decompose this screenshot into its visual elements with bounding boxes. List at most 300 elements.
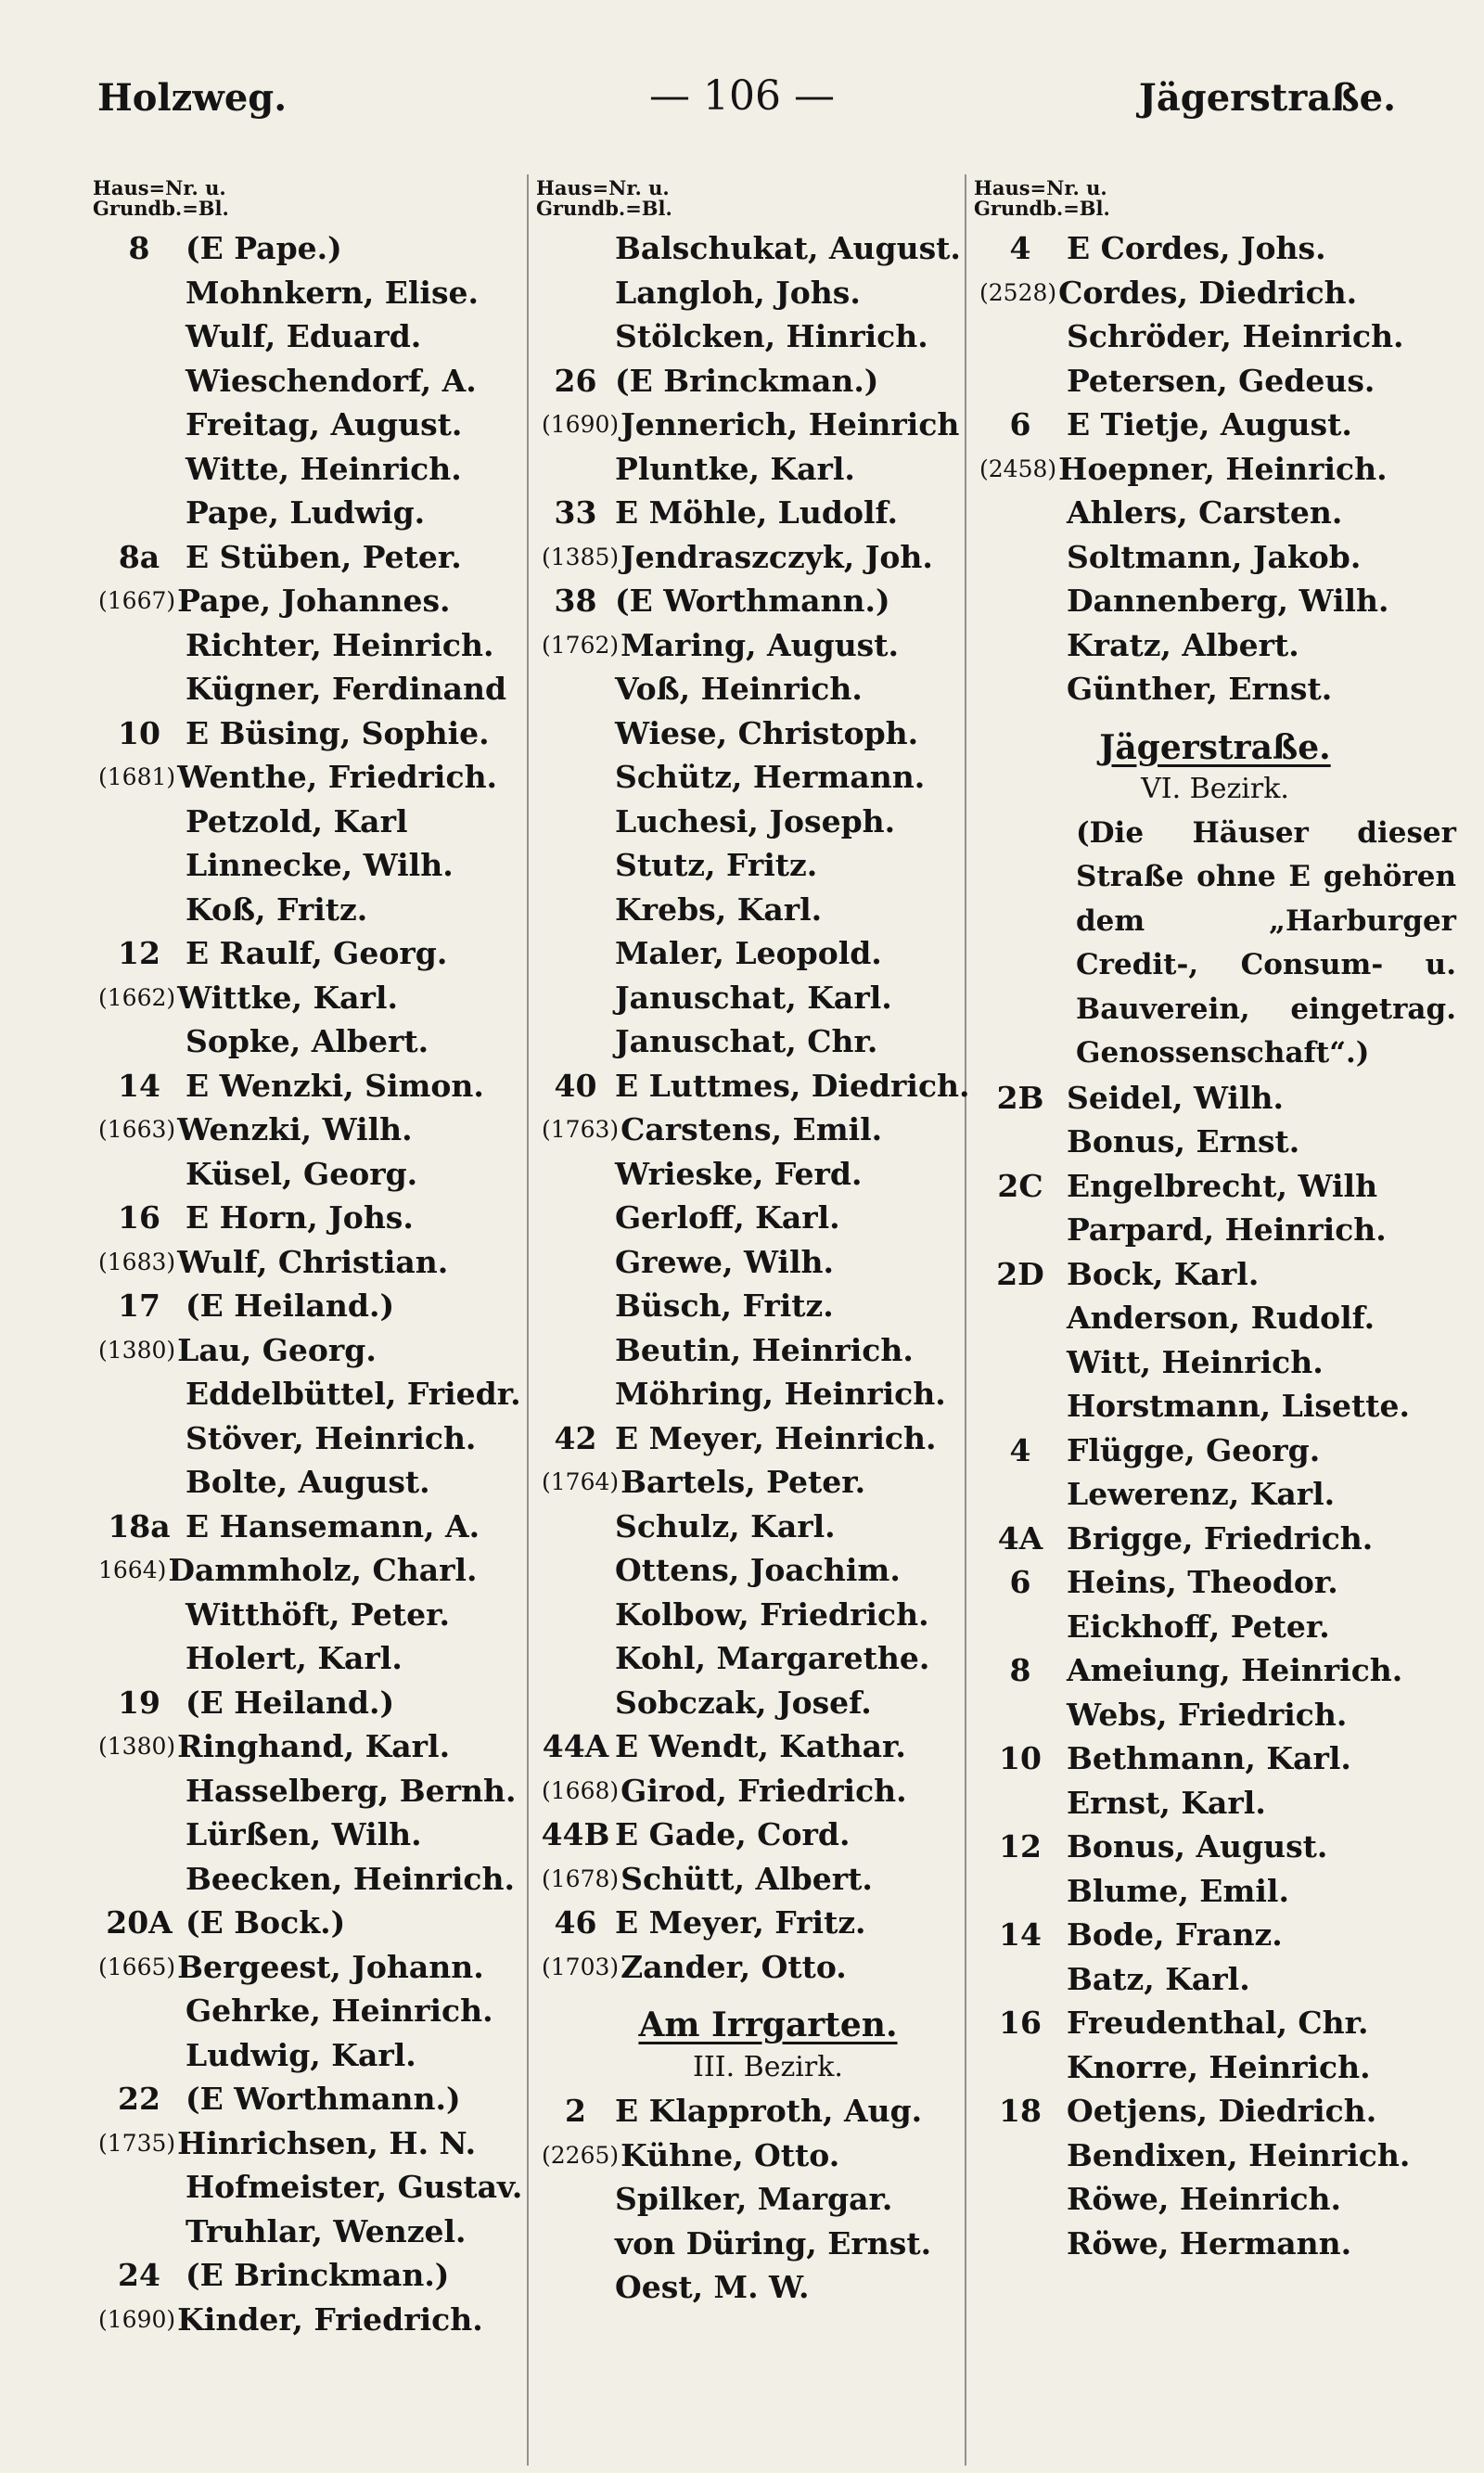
house-number: 18 xyxy=(999,2093,1042,2130)
land-register-number: (1681) xyxy=(98,763,176,791)
house-number: 20A xyxy=(106,1904,173,1941)
resident-entry xyxy=(93,755,538,800)
owner-name: Engelbrecht, Wilh xyxy=(1067,1167,1378,1204)
resident-entry xyxy=(536,535,1000,580)
resident-name: Pape, Ludwig. xyxy=(186,494,426,532)
resident-name: Maring, August. xyxy=(620,626,899,663)
house-entry xyxy=(536,1064,1000,1108)
owner-name: E Cordes, Johs. xyxy=(1067,230,1326,267)
resident-entry xyxy=(536,2222,1000,2266)
resident-name: Richter, Heinrich. xyxy=(186,626,494,663)
resident-name: Kügner, Ferdinand xyxy=(186,671,507,708)
resident-name: Schütt, Albert. xyxy=(620,1860,873,1897)
resident-entry xyxy=(974,2177,1456,2222)
resident-name: Dannenberg, Wilh. xyxy=(1067,583,1389,620)
resident-name: Wenzki, Wilh. xyxy=(177,1111,413,1148)
house-number: 18a xyxy=(108,1507,171,1544)
house-entry xyxy=(974,1736,1456,1781)
resident-name: Petersen, Gedeus. xyxy=(1067,362,1375,399)
house-entry xyxy=(93,1196,538,1240)
resident-name: Hasselberg, Bernh. xyxy=(186,1772,517,1809)
resident-name: Horstmann, Lisette. xyxy=(1067,1388,1410,1425)
resident-entry xyxy=(536,2133,1000,2178)
house-number: 2C xyxy=(997,1167,1043,1204)
resident-entry xyxy=(536,1019,1000,1064)
resident-entry xyxy=(536,1108,1000,1152)
house-entry xyxy=(93,2077,538,2121)
resident-name: Günther, Ernst. xyxy=(1067,671,1333,708)
owner-name: Bock, Karl. xyxy=(1067,1255,1260,1292)
owner-name: E Klapproth, Aug. xyxy=(615,2093,923,2130)
owner-name: E Gade, Cord. xyxy=(615,1816,851,1853)
owner-name: (E Bock.) xyxy=(186,1904,346,1941)
resident-name: Grewe, Wilh. xyxy=(615,1243,834,1280)
resident-name: Carstens, Emil. xyxy=(620,1111,883,1148)
resident-name: Dammholz, Charl. xyxy=(168,1552,478,1589)
resident-name: Knorre, Heinrich. xyxy=(1067,2048,1371,2085)
house-entry xyxy=(536,359,1000,404)
house-entry xyxy=(974,1164,1456,1209)
owner-name: Oetjens, Diedrich. xyxy=(1067,2093,1377,2130)
resident-entry xyxy=(974,1693,1456,1737)
owner-name: (E Heiland.) xyxy=(186,1288,395,1325)
resident-entry xyxy=(93,2121,538,2166)
house-number: 8 xyxy=(128,230,150,267)
land-register-number: (2458) xyxy=(979,455,1057,482)
resident-name: Oest, M. W. xyxy=(615,2269,810,2306)
street-note-text: (Die Häuser dieser Straße ohne E gehören dem „Harburger Credit-, Consum- u. Bauverein, eingetrag. Genossenschaft“.) xyxy=(1076,815,1456,1070)
resident-entry xyxy=(536,1460,1000,1505)
house-number: 12 xyxy=(999,1828,1042,1865)
house-number: 4A xyxy=(997,1519,1043,1557)
resident-name: Kohl, Margarethe. xyxy=(615,1640,930,1677)
house-number: 2 xyxy=(565,2093,586,2130)
resident-entry xyxy=(536,800,1000,844)
owner-name: E Büsing, Sophie. xyxy=(186,714,490,751)
owner-name: E Möhle, Ludolf. xyxy=(615,494,899,532)
land-register-number: (1665) xyxy=(98,1953,176,1980)
resident-entry xyxy=(93,1945,538,1990)
column-head-line: Grundb.=Bl. xyxy=(536,197,672,220)
resident-entry xyxy=(536,1636,1000,1681)
resident-name: Wulf, Eduard. xyxy=(186,318,422,355)
resident-name: Bolte, August. xyxy=(186,1464,430,1501)
column-head-line: Haus=Nr. u. xyxy=(974,176,1107,199)
column-3 xyxy=(974,178,1456,2265)
resident-name: Spilker, Margar. xyxy=(615,2181,893,2218)
resident-entry xyxy=(93,1460,538,1505)
resident-name: Schulz, Karl. xyxy=(615,1507,836,1544)
resident-name: Eickhoff, Peter. xyxy=(1067,1608,1330,1645)
house-number: 24 xyxy=(118,2257,160,2294)
street-note xyxy=(974,812,1456,1076)
house-number: 17 xyxy=(118,1288,160,1325)
house-number: 4 xyxy=(1009,230,1031,267)
house-entry xyxy=(93,1901,538,1945)
house-number: 26 xyxy=(554,362,597,399)
resident-entry xyxy=(536,667,1000,711)
house-entry xyxy=(974,226,1456,271)
house-entry xyxy=(974,1429,1456,1473)
resident-name: Lürßen, Wilh. xyxy=(186,1816,422,1853)
resident-name: Gerloff, Karl. xyxy=(615,1199,840,1236)
resident-entry xyxy=(93,843,538,888)
owner-name: (E Brinckman.) xyxy=(186,2257,450,2294)
house-entry xyxy=(536,1416,1000,1461)
resident-name: Holert, Karl. xyxy=(186,1640,403,1677)
resident-name: Witte, Heinrich. xyxy=(186,450,462,487)
resident-entry xyxy=(974,1340,1456,1385)
land-register-number: (1690) xyxy=(542,411,620,439)
house-number: 10 xyxy=(999,1740,1042,1777)
column-head-line: Haus=Nr. u. xyxy=(93,176,226,199)
resident-entry xyxy=(93,623,538,668)
resident-entry xyxy=(536,888,1000,932)
land-register-number: (1667) xyxy=(98,587,176,615)
resident-entry xyxy=(93,1240,538,1285)
resident-entry xyxy=(536,2177,1000,2222)
resident-name: Hoepner, Heinrich. xyxy=(1058,450,1388,487)
house-entry xyxy=(536,579,1000,623)
house-entry xyxy=(974,1560,1456,1605)
resident-name: Truhlar, Wenzel. xyxy=(186,2212,467,2249)
resident-entry xyxy=(974,1208,1456,1252)
resident-name: Kolbow, Friedrich. xyxy=(615,1595,929,1633)
resident-entry xyxy=(536,1152,1000,1197)
land-register-number: (1380) xyxy=(98,1336,176,1364)
resident-entry xyxy=(974,271,1456,315)
resident-entry xyxy=(974,535,1456,580)
owner-name: E Stüben, Peter. xyxy=(186,538,462,575)
owner-name: E Tietje, August. xyxy=(1067,406,1352,443)
land-register-number: (1380) xyxy=(98,1733,176,1761)
land-register-number: (1683) xyxy=(98,1248,176,1275)
house-number: 6 xyxy=(1009,1564,1031,1601)
page-number: — 106 — xyxy=(649,72,835,120)
resident-entry xyxy=(974,314,1456,359)
house-entry xyxy=(93,1505,538,1549)
house-number: 6 xyxy=(1009,406,1031,443)
resident-name: Wrieske, Ferd. xyxy=(615,1155,863,1192)
resident-entry xyxy=(974,1120,1456,1164)
house-number: 44A xyxy=(542,1728,609,1765)
resident-name: Linnecke, Wilh. xyxy=(186,847,454,884)
resident-name: Lau, Georg. xyxy=(177,1331,377,1368)
resident-name: Stölcken, Hinrich. xyxy=(615,318,928,355)
house-entry xyxy=(93,535,538,580)
resident-name: Schütz, Hermann. xyxy=(615,759,926,796)
resident-entry xyxy=(974,1384,1456,1429)
house-entry xyxy=(974,2089,1456,2133)
resident-entry xyxy=(974,447,1456,492)
owner-name: (E Worthmann.) xyxy=(186,2081,461,2118)
house-number: 33 xyxy=(554,494,597,532)
resident-entry xyxy=(93,888,538,932)
resident-name: Küsel, Georg. xyxy=(186,1155,418,1192)
resident-entry xyxy=(93,1857,538,1902)
resident-name: Krebs, Karl. xyxy=(615,891,823,928)
column-head xyxy=(536,178,1000,219)
resident-entry xyxy=(536,931,1000,976)
resident-entry xyxy=(93,314,538,359)
owner-name: Seidel, Wilh. xyxy=(1067,1079,1284,1116)
resident-entry xyxy=(974,491,1456,535)
header-right-street: Jägerstraße. xyxy=(1138,76,1396,120)
house-number: 38 xyxy=(554,583,597,620)
resident-name: Cordes, Diedrich. xyxy=(1058,274,1358,311)
resident-entry xyxy=(93,2033,538,2078)
owner-name: Bethmann, Karl. xyxy=(1067,1740,1351,1777)
resident-entry xyxy=(536,1196,1000,1240)
resident-name: Jendraszczyk, Joh. xyxy=(620,538,933,575)
column-head xyxy=(974,178,1456,219)
house-number: 19 xyxy=(118,1684,160,1721)
land-register-number: (2528) xyxy=(979,278,1057,306)
resident-name: Jennerich, Heinrich xyxy=(620,406,960,443)
resident-name: von Düring, Ernst. xyxy=(615,2224,932,2262)
column-1 xyxy=(93,178,538,2341)
resident-name: Röwe, Heinrich. xyxy=(1067,2181,1342,2218)
owner-name: (E Brinckman.) xyxy=(615,362,879,399)
column-2 xyxy=(536,178,1000,2310)
house-entry xyxy=(536,2089,1000,2133)
resident-name: Gehrke, Heinrich. xyxy=(186,1992,493,2030)
resident-entry xyxy=(536,271,1000,315)
resident-entry xyxy=(93,1152,538,1197)
resident-name: Petzold, Karl xyxy=(186,802,408,839)
resident-name: Pape, Johannes. xyxy=(177,583,451,620)
resident-name: Wieschendorf, A. xyxy=(186,362,477,399)
land-register-number: (1668) xyxy=(542,1776,620,1804)
resident-name: Stöver, Heinrich. xyxy=(186,1419,477,1456)
resident-entry xyxy=(93,2165,538,2210)
house-entry xyxy=(974,1076,1456,1121)
resident-entry xyxy=(93,1724,538,1769)
house-entry xyxy=(536,1813,1000,1857)
owner-name: Ameiung, Heinrich. xyxy=(1067,1652,1403,1689)
resident-name: Koß, Fritz. xyxy=(186,891,368,928)
resident-entry xyxy=(536,1284,1000,1328)
owner-name: Flügge, Georg. xyxy=(1067,1431,1321,1468)
resident-entry xyxy=(93,271,538,315)
house-number: 46 xyxy=(554,1904,597,1941)
resident-entry xyxy=(93,1416,538,1461)
resident-name: Kühne, Otto. xyxy=(620,2136,840,2173)
land-register-number: (1690) xyxy=(98,2305,176,2333)
land-register-number: (1663) xyxy=(98,1116,176,1144)
resident-name: Januschat, Karl. xyxy=(615,979,892,1016)
house-entry xyxy=(93,1064,538,1108)
resident-entry xyxy=(536,1548,1000,1593)
resident-name: Blume, Emil. xyxy=(1067,1872,1289,1909)
resident-name: Ernst, Karl. xyxy=(1067,1784,1266,1821)
resident-name: Ringhand, Karl. xyxy=(177,1728,451,1765)
house-entry xyxy=(536,1901,1000,1945)
house-number: 14 xyxy=(118,1067,160,1104)
entry-list xyxy=(536,226,1000,2310)
resident-entry xyxy=(536,1769,1000,1813)
resident-name: Soltmann, Jakob. xyxy=(1067,538,1362,575)
resident-entry xyxy=(974,2133,1456,2178)
resident-name: Witthöft, Peter. xyxy=(186,1595,450,1633)
resident-entry xyxy=(93,1769,538,1813)
house-number: 44B xyxy=(541,1816,610,1853)
resident-entry xyxy=(974,1296,1456,1340)
resident-entry xyxy=(93,1328,538,1373)
house-number: 8 xyxy=(1009,1652,1031,1689)
house-number: 12 xyxy=(118,935,160,972)
resident-entry xyxy=(93,1593,538,1637)
owner-name: (E Worthmann.) xyxy=(615,583,890,620)
resident-name: Webs, Friedrich. xyxy=(1067,1696,1348,1733)
resident-name: Wittke, Karl. xyxy=(177,979,398,1016)
land-register-number: (1662) xyxy=(98,983,176,1011)
entry-list xyxy=(974,226,1456,2265)
resident-entry xyxy=(974,1957,1456,2002)
resident-entry xyxy=(974,2045,1456,2090)
owner-name: E Wenzki, Simon. xyxy=(186,1067,484,1104)
resident-name: Hofmeister, Gustav. xyxy=(186,2169,523,2206)
resident-name: Kratz, Albert. xyxy=(1067,626,1299,663)
resident-entry xyxy=(93,579,538,623)
house-number: 16 xyxy=(118,1199,160,1236)
owner-name: Bode, Franz. xyxy=(1067,1916,1283,1954)
resident-entry xyxy=(93,1636,538,1681)
resident-name: Schröder, Heinrich. xyxy=(1067,318,1404,355)
owner-name: Bonus, August. xyxy=(1067,1828,1328,1865)
land-register-number: (1678) xyxy=(542,1864,620,1892)
land-register-number: (1703) xyxy=(542,1953,620,1980)
resident-name: Luchesi, Joseph. xyxy=(615,802,896,839)
resident-name: Pluntke, Karl. xyxy=(615,450,855,487)
owner-name: Brigge, Friedrich. xyxy=(1067,1519,1374,1557)
house-number: 2B xyxy=(996,1079,1044,1116)
resident-name: Witt, Heinrich. xyxy=(1067,1343,1324,1380)
land-register-number: (1735) xyxy=(98,2129,176,2157)
resident-entry xyxy=(93,2210,538,2254)
resident-entry xyxy=(974,667,1456,711)
land-register-number: (1764) xyxy=(542,1468,620,1496)
resident-name: Wiese, Christoph. xyxy=(615,714,919,751)
resident-entry xyxy=(536,1372,1000,1416)
resident-entry xyxy=(93,447,538,492)
house-entry xyxy=(536,491,1000,535)
resident-entry xyxy=(93,491,538,535)
resident-name: Sobczak, Josef. xyxy=(615,1684,872,1721)
house-number: 2D xyxy=(996,1255,1044,1292)
resident-name: Bartels, Peter. xyxy=(620,1464,866,1501)
resident-entry xyxy=(93,403,538,447)
resident-entry xyxy=(93,1989,538,2033)
resident-name: Mohnkern, Elise. xyxy=(186,274,480,311)
header-left-street: Holzweg. xyxy=(97,76,288,120)
resident-name: Bergeest, Johann. xyxy=(177,1948,484,1985)
resident-name: Büsch, Fritz. xyxy=(615,1288,834,1325)
resident-entry xyxy=(536,1681,1000,1725)
resident-name: Lewerenz, Karl. xyxy=(1067,1476,1336,1513)
resident-name: Januschat, Chr. xyxy=(615,1023,878,1060)
resident-name: Kinder, Friedrich. xyxy=(177,2300,483,2338)
owner-name: E Raulf, Georg. xyxy=(186,935,448,972)
house-entry xyxy=(536,1724,1000,1769)
owner-name: Heins, Theodor. xyxy=(1067,1564,1338,1601)
resident-entry xyxy=(536,1328,1000,1373)
entry-list xyxy=(93,226,538,2341)
resident-entry xyxy=(536,1857,1000,1902)
owner-name: Freudenthal, Chr. xyxy=(1067,2005,1369,2042)
resident-name: Röwe, Hermann. xyxy=(1067,2224,1352,2262)
resident-entry xyxy=(93,1813,538,1857)
column-head xyxy=(93,178,538,219)
land-register-number: (1762) xyxy=(542,631,620,659)
house-number: 4 xyxy=(1009,1431,1031,1468)
resident-entry xyxy=(93,976,538,1020)
resident-entry xyxy=(974,1472,1456,1517)
house-entry xyxy=(93,1284,538,1328)
resident-name: Voß, Heinrich. xyxy=(615,671,863,708)
resident-entry xyxy=(93,1548,538,1593)
resident-name: Beecken, Heinrich. xyxy=(186,1860,516,1897)
resident-name: Hinrichsen, H. N. xyxy=(177,2124,477,2161)
house-entry xyxy=(93,2253,538,2298)
resident-name: Beutin, Heinrich. xyxy=(615,1331,914,1368)
land-register-number: (1763) xyxy=(542,1116,620,1144)
owner-name: E Wendt, Kathar. xyxy=(615,1728,906,1765)
resident-entry xyxy=(93,1108,538,1152)
resident-entry xyxy=(536,711,1000,756)
owner-name: E Hansemann, A. xyxy=(186,1507,480,1544)
resident-name: Ottens, Joachim. xyxy=(615,1552,901,1589)
resident-entry xyxy=(974,579,1456,623)
resident-name: Zander, Otto. xyxy=(620,1948,847,1985)
house-entry xyxy=(93,226,538,271)
resident-name: Ludwig, Karl. xyxy=(186,2036,416,2073)
house-number: 42 xyxy=(554,1419,597,1456)
resident-entry xyxy=(536,447,1000,492)
resident-entry xyxy=(536,403,1000,447)
house-entry xyxy=(974,1825,1456,1869)
resident-name: Stutz, Fritz. xyxy=(615,847,818,884)
resident-entry xyxy=(536,1505,1000,1549)
resident-name: Anderson, Rudolf. xyxy=(1067,1300,1375,1337)
house-entry xyxy=(974,1648,1456,1693)
house-entry xyxy=(974,1517,1456,1561)
owner-name: (E Heiland.) xyxy=(186,1684,395,1721)
resident-name: Parpard, Heinrich. xyxy=(1067,1211,1387,1249)
house-number: 40 xyxy=(554,1067,597,1104)
land-register-number: 1664) xyxy=(98,1557,167,1584)
resident-entry xyxy=(93,359,538,404)
house-entry xyxy=(93,1681,538,1725)
resident-name: Ahlers, Carsten. xyxy=(1067,494,1343,532)
resident-entry xyxy=(536,314,1000,359)
resident-entry xyxy=(93,1372,538,1416)
street-section-title: Am Irrgarten. xyxy=(638,2005,898,2044)
land-register-number: (1385) xyxy=(542,543,620,570)
resident-entry xyxy=(536,843,1000,888)
resident-entry xyxy=(974,1781,1456,1826)
house-number: 14 xyxy=(999,1916,1042,1954)
resident-name: Balschukat, August. xyxy=(615,230,961,267)
house-number: 10 xyxy=(118,714,160,751)
column-head-line: Grundb.=Bl. xyxy=(93,197,229,220)
owner-name: E Luttmes, Diedrich. xyxy=(615,1067,970,1104)
house-entry xyxy=(974,403,1456,447)
owner-name: E Horn, Johs. xyxy=(186,1199,414,1236)
column-head-line: Grundb.=Bl. xyxy=(974,197,1110,220)
resident-entry xyxy=(536,1240,1000,1285)
resident-name: Bendixen, Heinrich. xyxy=(1067,2136,1411,2173)
